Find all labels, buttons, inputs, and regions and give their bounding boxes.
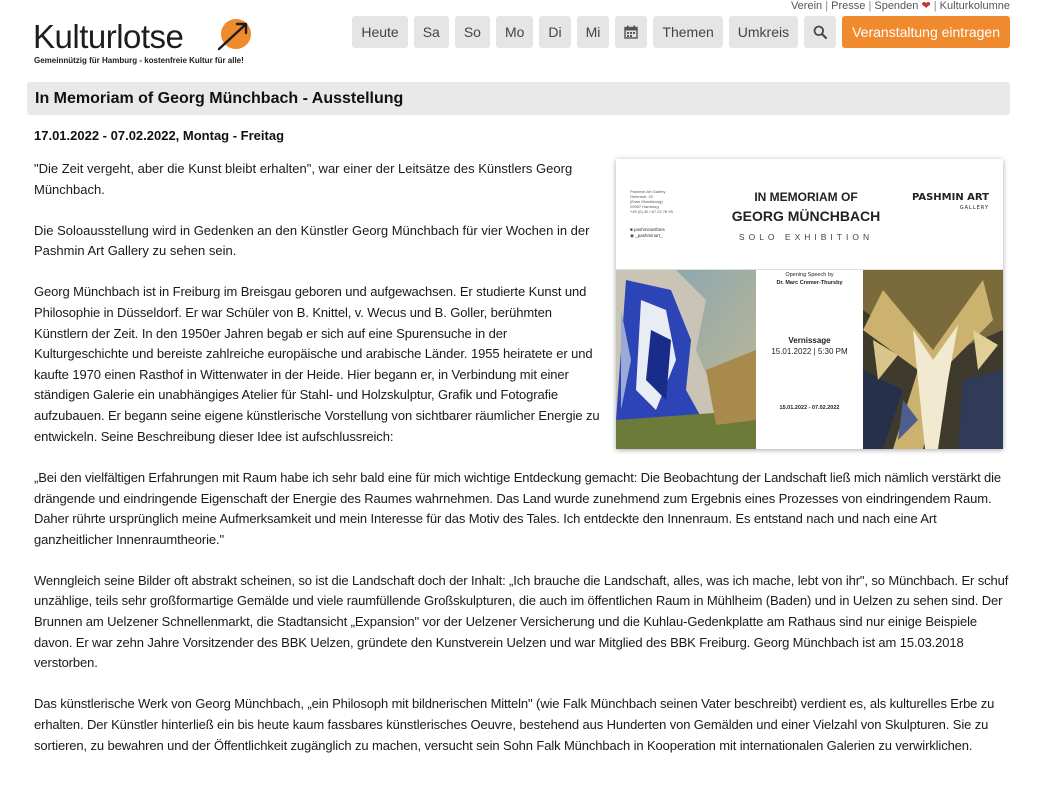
poster-subtitle: SOLO EXHIBITION [738, 232, 874, 242]
poster-dates: 15.01.2022 - 07.02.2022 [779, 405, 840, 411]
event-poster-image[interactable] [616, 159, 1003, 449]
add-event-button[interactable]: Veranstaltung eintragen [842, 16, 1010, 48]
nav-umkreis-button[interactable]: Umkreis [729, 16, 798, 48]
site-logo[interactable] [33, 14, 273, 66]
page-title: In Memoriam of Georg Münchbach - Ausstellung [35, 89, 404, 107]
poster-opening-speech: Opening Speech by Dr. Marc Cremer-Thursby [776, 272, 843, 286]
event-title-bar [27, 82, 1010, 115]
poster-gallery-logo: PASHMIN ART GALLERY [911, 192, 989, 211]
nav-sa-button[interactable]: Sa [414, 16, 449, 48]
poster-social: ■ pashminartfans ◉ _pashminart_ [630, 227, 665, 238]
separator: | [868, 0, 872, 12]
link-presse[interactable]: Presse [831, 0, 866, 12]
main-navigation [352, 16, 1010, 48]
body-text [34, 468, 1009, 777]
separator: | [933, 0, 937, 12]
nav-mo-button[interactable]: Mo [496, 16, 533, 48]
calendar-icon [624, 25, 638, 39]
paragraph: „Bei den vielfältigen Erfahrungen mit Raum habe ich sehr bald eine für mich wichtige Entdeckung gemacht: Die Beobachtung der Landschaft ließ mich nämlich verstärkt die drängende und eindringende Eigenschaft der Energie des Raumes wahrnehmen. Das Land wurde zunehmend zum Ergebnis eines Prozesses von eindringendem Raum. Daher rührte ursprünglich meine Aufmerksamkeit und mein Interesse für das Motiv des Tales. Ich entdeckte den Innenraum. Es entstand nach und nach eine Art ganzheitlicher Innenraumtheorie." [34, 470, 1002, 547]
paragraph: Das künstlerische Werk von Georg Münchbach, „ein Philosoph mit bildnerischen Mitteln" (wie Falk Münchbach seinen Vater beschreibt) verdient es, als kulturelles Erbe zu erhalten. Der Künstler hinterließ ein bis heute kaum fassbares künstlerisches Oeuvre, bestehend aus Hunderten von Gemälden und einer Vielzahl von Skulpturen. Sie zu sortieren, zu bewahren und der Öffentlichkeit zugänglich zu machen, versucht sein Sohn Falk Münchbach in Kooperation mit internationalen Galerien zu verwirklichen. [34, 696, 995, 753]
poster-vernissage: Vernissage 15.01.2022 | 5:30 PM [771, 336, 848, 356]
link-spenden[interactable]: Spenden [874, 0, 919, 12]
paragraph: "Die Zeit vergeht, aber die Kunst bleibt erhalten", war einer der Leitsätze des Künstlers Georg Münchbach. [34, 161, 573, 197]
link-kulturkolumne[interactable]: Kulturkolumne [939, 0, 1010, 12]
compass-arrow-icon [215, 14, 255, 54]
logo-tagline: Gemeinnützig für Hamburg - kostenfreie Kultur für alle! [34, 56, 244, 65]
nav-so-button[interactable]: So [455, 16, 490, 48]
search-icon [813, 25, 827, 39]
heart-icon: ❤ [921, 0, 931, 12]
link-verein[interactable]: Verein [790, 0, 823, 12]
facebook-icon: ■ [630, 227, 633, 232]
poster-address: Pashmin Art Gallery Gelernstr. 23 (Ecke Mundsburg) 20097 Hamburg +49 (0) 40 / 67 22 78 99 [630, 189, 673, 214]
event-date: 17.01.2022 - 07.02.2022, Montag - Freitag [34, 128, 285, 143]
separator: | [825, 0, 829, 12]
intro-column [34, 159, 602, 468]
calendar-button[interactable] [615, 16, 647, 48]
painting-right [863, 270, 1003, 449]
search-button[interactable] [804, 16, 836, 48]
nav-heute-button[interactable]: Heute [352, 16, 407, 48]
instagram-icon: ◉ [630, 233, 634, 238]
nav-mi-button[interactable]: Mi [577, 16, 610, 48]
paragraph: Die Soloausstellung wird in Gedenken an den Künstler Georg Münchbach für vier Wochen in der Pashmin Art Gallery zu sehen sein. [34, 222, 590, 259]
nav-di-button[interactable]: Di [539, 16, 570, 48]
painting-left [616, 270, 756, 449]
top-utility-links [791, 0, 1010, 12]
paragraph: Georg Münchbach ist in Freiburg im Breisgau geboren und aufgewachsen. Er studierte Kunst und Philosophie in Düsseldorf. Er war Schüler von B. Knittel, v. Wecus und B. Goller, berühmten Künstlern der Zeit. In den 1950er Jahren begab er sich auf eine Spurensuche in der Kulturgeschichte und bereiste zahlreiche europäische und arabische Länder. 1955 heiratete er und kaufte 1970 einen Rasthof in Wittenwater in der Heide. Hier begann er, in Verbindung mit einer ständigen Galerie ein unabhängiges Atelier für Stahl- und Holzskulptur, Grafik und Fotografie aufzubauen. Er begann seine eigene künstlerische Vorstellung von sichtbarer räumlicher Energie zu entwickeln. Seine Beschreibung dieser Idee ist aufschlussreich: [34, 284, 600, 444]
poster-title: IN MEMORIAM OF GEORG MÜNCHBACH [731, 190, 881, 224]
logo-wordmark: Kulturlotse [33, 18, 184, 55]
nav-themen-button[interactable]: Themen [653, 16, 722, 48]
paragraph: Wenngleich seine Bilder oft abstrakt scheinen, so ist die Landschaft doch der Inhalt: „Ich brauche die Landschaft, alles, was ich mache, lebt von ihr", so Münchbach. Er schuf unzählige, teils sehr großformartige Gemälde und viele raumfüllende Großskulpturen, die auch im öffentlichen Raum in Mühlheim (Baden) und in Uelzen zu sehen sind. Der Brunnen am Uelzener Schnellenmarkt, die Stadtansicht „Expansion" vor der Uelzener Versicherung und die Kuhlau-Gedenkplatte am Rathaus sind nur einige Beispiele davon. Er war zehn Jahre Vorsitzender des BBK Uelzen, gründete den Kunstverein Uelzen und war Mitglied des BBK Freiburg. Georg Münchbach ist am 15.03.2018 verstorben. [34, 572, 1009, 671]
